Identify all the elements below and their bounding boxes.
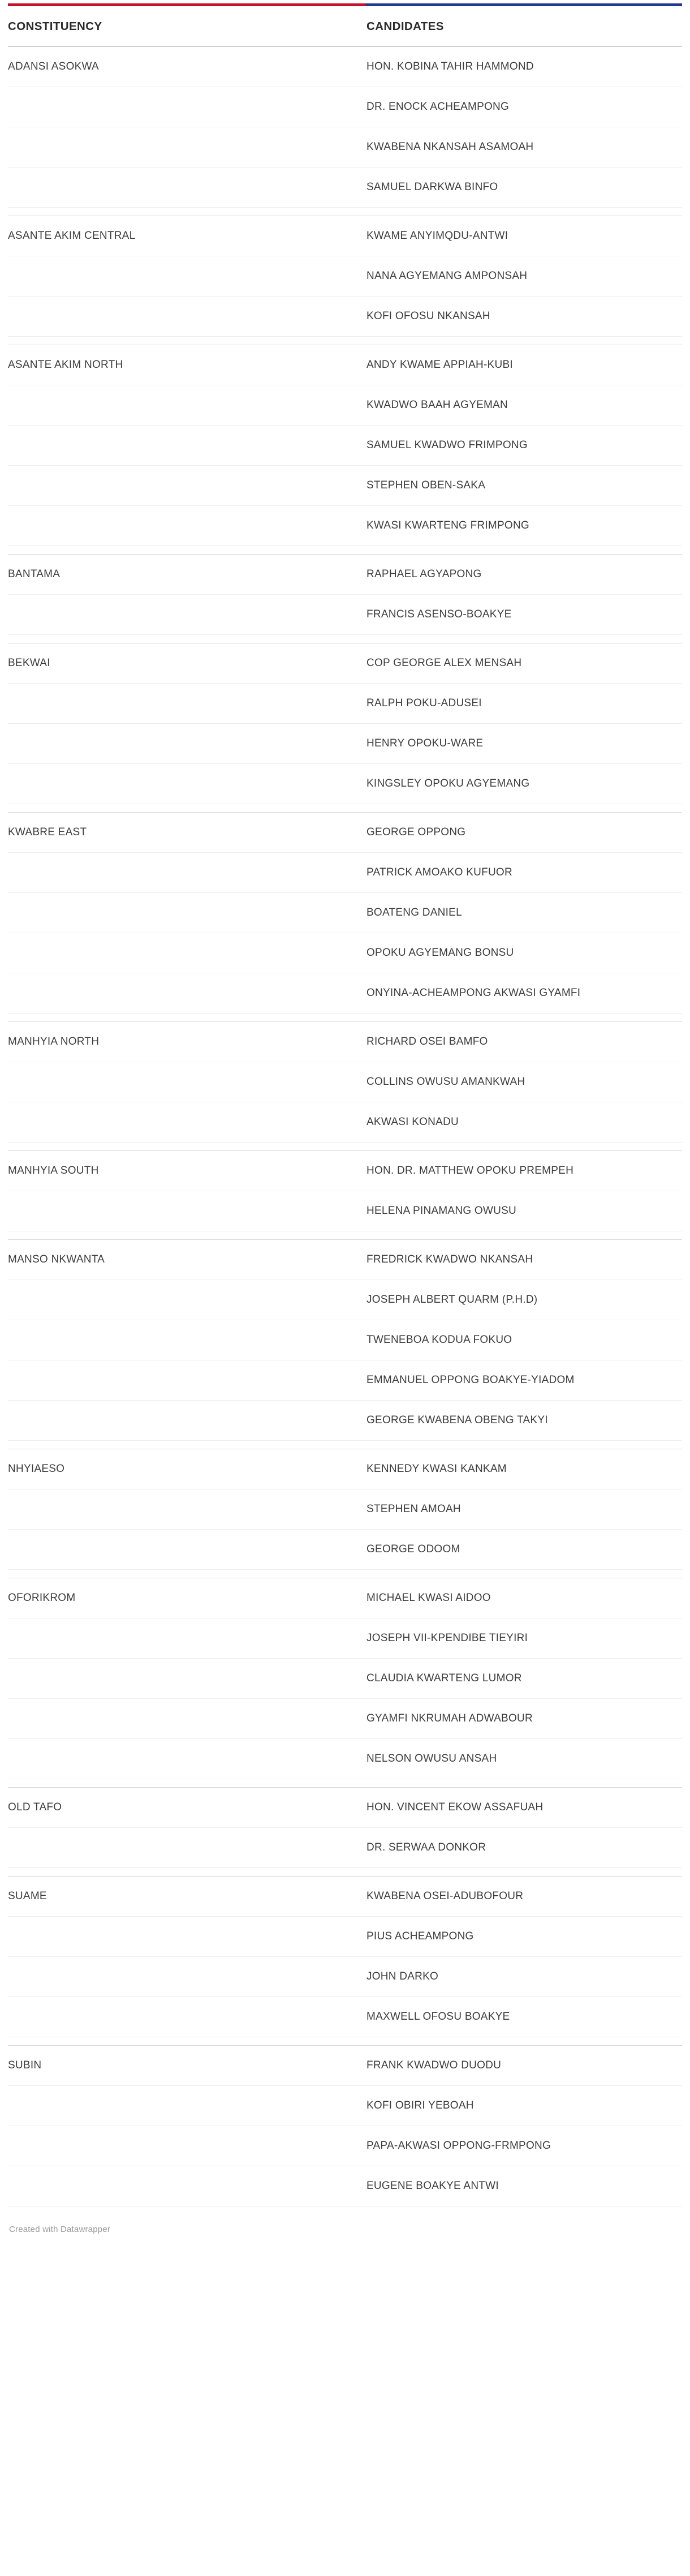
constituency-continuation (8, 2166, 365, 2206)
constituency-name: MANHYIA NORTH (8, 1022, 365, 1062)
candidate-name: KWABENA OSEI-ADUBOFOUR (365, 1877, 682, 1917)
candidate-name: JOSEPH VII-KPENDIBE TIEYIRI (365, 1618, 682, 1659)
table-row (8, 2046, 682, 2086)
candidate-name: SAMUEL DARKWA BINFO (365, 168, 682, 208)
constituency-continuation (8, 1618, 365, 1659)
table-row (8, 1699, 682, 1739)
candidate-name: KINGSLEY OPOKU AGYEMANG (365, 764, 682, 804)
constituency-continuation (8, 1102, 365, 1143)
candidate-name: AKWASI KONADU (365, 1102, 682, 1143)
accent-rule-red (8, 3, 365, 6)
constituency-name: OLD TAFO (8, 1788, 365, 1828)
constituency-continuation (8, 973, 365, 1014)
table-row (8, 46, 682, 87)
table-row (8, 1240, 682, 1280)
table-row (8, 1788, 682, 1828)
constituency-continuation (8, 2086, 365, 2126)
constituency-continuation (8, 466, 365, 506)
table-row (8, 1151, 682, 1191)
constituency-continuation (8, 853, 365, 893)
candidate-name: GEORGE ODOOM (365, 1530, 682, 1570)
footer-credit: Created with Datawrapper (9, 2225, 111, 2234)
candidate-name: ANDY KWAME APPIAH-KUBI (365, 345, 682, 385)
table-row (8, 595, 682, 635)
group-spacer (8, 1231, 682, 1240)
constituency-continuation (8, 893, 365, 933)
candidate-name: KOFI OFOSU NKANSAH (365, 297, 682, 337)
table-row (8, 1320, 682, 1360)
table-row (8, 216, 682, 256)
candidate-name: OPOKU AGYEMANG BONSU (365, 933, 682, 973)
table-row (8, 1489, 682, 1530)
group-spacer-cell (8, 1868, 682, 1877)
candidate-name: HELENA PINAMANG OWUSU (365, 1191, 682, 1231)
group-spacer (8, 1570, 682, 1578)
constituency-continuation (8, 1280, 365, 1320)
constituency-continuation (8, 684, 365, 724)
group-spacer (8, 1441, 682, 1449)
table-row (8, 1997, 682, 2037)
group-spacer-cell (8, 1014, 682, 1022)
candidate-name: COP GEORGE ALEX MENSAH (365, 643, 682, 684)
candidate-name: MAXWELL OFOSU BOAKYE (365, 1997, 682, 2037)
group-spacer (8, 1868, 682, 1877)
constituency-name: BANTAMA (8, 555, 365, 595)
table-row (8, 345, 682, 385)
table-head (8, 6, 682, 46)
table-row (8, 1280, 682, 1320)
group-spacer (8, 2037, 682, 2046)
group-spacer (8, 1143, 682, 1151)
candidate-name: NANA AGYEMANG AMPONSAH (365, 256, 682, 297)
group-spacer (8, 546, 682, 555)
table-header-row (8, 6, 682, 46)
table-row (8, 1917, 682, 1957)
group-spacer-cell (8, 635, 682, 643)
table-row (8, 893, 682, 933)
candidate-name: PIUS ACHEAMPONG (365, 1917, 682, 1957)
constituency-name: ASANTE AKIM NORTH (8, 345, 365, 385)
group-spacer (8, 337, 682, 345)
table-row (8, 466, 682, 506)
group-spacer-cell (8, 1570, 682, 1578)
candidate-name: TWENEBOA KODUA FOKUO (365, 1320, 682, 1360)
candidate-name: EUGENE BOAKYE ANTWI (365, 2166, 682, 2206)
candidate-name: RAPHAEL AGYAPONG (365, 555, 682, 595)
group-spacer-cell (8, 208, 682, 216)
table-row (8, 1618, 682, 1659)
table-row (8, 1102, 682, 1143)
constituency-continuation (8, 297, 365, 337)
constituency-continuation (8, 506, 365, 546)
table-row (8, 426, 682, 466)
table-row (8, 1578, 682, 1618)
candidate-name: HENRY OPOKU-WARE (365, 724, 682, 764)
candidate-name: KENNEDY KWASI KANKAM (365, 1449, 682, 1489)
constituency-continuation (8, 1530, 365, 1570)
constituency-continuation (8, 1699, 365, 1739)
group-spacer-cell (8, 1231, 682, 1240)
table-row (8, 1191, 682, 1231)
candidates-table (8, 6, 682, 2206)
table-row (8, 684, 682, 724)
table-row (8, 555, 682, 595)
table-row (8, 1449, 682, 1489)
constituency-name: ADANSI ASOKWA (8, 46, 365, 87)
constituency-name: SUAME (8, 1877, 365, 1917)
table-row (8, 1739, 682, 1779)
constituency-continuation (8, 764, 365, 804)
constituency-continuation (8, 426, 365, 466)
constituency-continuation (8, 724, 365, 764)
table-row (8, 1360, 682, 1401)
constituency-name: BEKWAI (8, 643, 365, 684)
candidate-name: KWASI KWARTENG FRIMPONG (365, 506, 682, 546)
constituency-name: KWABRE EAST (8, 813, 365, 853)
candidate-name: COLLINS OWUSU AMANKWAH (365, 1062, 682, 1102)
table-row (8, 853, 682, 893)
constituency-continuation (8, 256, 365, 297)
candidate-name: MICHAEL KWASI AIDOO (365, 1578, 682, 1618)
table-row (8, 1401, 682, 1441)
constituency-continuation (8, 168, 365, 208)
table-body (8, 46, 682, 2206)
group-spacer-cell (8, 1441, 682, 1449)
candidate-name: SAMUEL KWADWO FRIMPONG (365, 426, 682, 466)
table-row (8, 1022, 682, 1062)
table-row (8, 1530, 682, 1570)
candidate-name: FRANCIS ASENSO-BOAKYE (365, 595, 682, 635)
constituency-continuation (8, 595, 365, 635)
candidate-name: STEPHEN AMOAH (365, 1489, 682, 1530)
constituency-continuation (8, 1957, 365, 1997)
constituency-continuation (8, 127, 365, 168)
table-row (8, 1659, 682, 1699)
constituency-continuation (8, 1739, 365, 1779)
constituency-continuation (8, 1401, 365, 1441)
candidate-name: CLAUDIA KWARTENG LUMOR (365, 1659, 682, 1699)
table-row (8, 1957, 682, 1997)
table-row (8, 2126, 682, 2166)
constituency-continuation (8, 1828, 365, 1868)
candidate-name: PATRICK AMOAKO KUFUOR (365, 853, 682, 893)
candidate-name: HON. DR. MATTHEW OPOKU PREMPEH (365, 1151, 682, 1191)
constituency-name: MANSO NKWANTA (8, 1240, 365, 1280)
constituency-continuation (8, 1320, 365, 1360)
candidate-name: GEORGE OPPONG (365, 813, 682, 853)
group-spacer-cell (8, 1779, 682, 1788)
group-spacer (8, 635, 682, 643)
candidate-name: JOSEPH ALBERT QUARM (P.H.D) (365, 1280, 682, 1320)
candidate-name: EMMANUEL OPPONG BOAKYE-YIADOM (365, 1360, 682, 1401)
constituency-continuation (8, 1659, 365, 1699)
candidate-name: JOHN DARKO (365, 1957, 682, 1997)
candidate-name: RALPH POKU-ADUSEI (365, 684, 682, 724)
candidate-name: FREDRICK KWADWO NKANSAH (365, 1240, 682, 1280)
candidate-name: PAPA-AKWASI OPPONG-FRMPONG (365, 2126, 682, 2166)
constituency-continuation (8, 1191, 365, 1231)
constituency-name: ASANTE AKIM CENTRAL (8, 216, 365, 256)
table-row (8, 973, 682, 1014)
candidate-name: GYAMFI NKRUMAH ADWABOUR (365, 1699, 682, 1739)
table-row (8, 764, 682, 804)
table-row (8, 2086, 682, 2126)
column-header-candidates: CANDIDATES (365, 6, 682, 46)
candidate-name: GEORGE KWABENA OBENG TAKYI (365, 1401, 682, 1441)
constituency-continuation (8, 1360, 365, 1401)
table-row (8, 2166, 682, 2206)
candidate-name: FRANK KWADWO DUODU (365, 2046, 682, 2086)
table-row (8, 127, 682, 168)
table-row (8, 813, 682, 853)
group-spacer (8, 1779, 682, 1788)
table-row (8, 256, 682, 297)
group-spacer-cell (8, 337, 682, 345)
group-spacer-cell (8, 1143, 682, 1151)
constituency-continuation (8, 385, 365, 426)
table-row (8, 724, 682, 764)
constituency-continuation (8, 1997, 365, 2037)
candidate-name: KWADWO BAAH AGYEMAN (365, 385, 682, 426)
constituency-continuation (8, 1489, 365, 1530)
group-spacer-cell (8, 2037, 682, 2046)
candidate-name: DR. SERWAA DONKOR (365, 1828, 682, 1868)
table-row (8, 385, 682, 426)
constituency-continuation (8, 2126, 365, 2166)
candidate-name: KWABENA NKANSAH ASAMOAH (365, 127, 682, 168)
table-row (8, 933, 682, 973)
table-row (8, 87, 682, 127)
constituency-name: MANHYIA SOUTH (8, 1151, 365, 1191)
table-row (8, 1828, 682, 1868)
candidate-name: NELSON OWUSU ANSAH (365, 1739, 682, 1779)
candidate-name: HON. VINCENT EKOW ASSAFUAH (365, 1788, 682, 1828)
candidate-name: RICHARD OSEI BAMFO (365, 1022, 682, 1062)
candidate-name: STEPHEN OBEN-SAKA (365, 466, 682, 506)
constituency-continuation (8, 933, 365, 973)
accent-rule-blue (365, 3, 682, 6)
table-row (8, 1877, 682, 1917)
table-page (0, 3, 690, 2243)
group-spacer-cell (8, 546, 682, 555)
table-row (8, 643, 682, 684)
group-spacer (8, 1014, 682, 1022)
table-row (8, 506, 682, 546)
candidate-name: DR. ENOCK ACHEAMPONG (365, 87, 682, 127)
table-row (8, 168, 682, 208)
column-header-constituency: CONSTITUENCY (8, 6, 365, 46)
group-spacer (8, 804, 682, 813)
candidate-name: KWAME ANYIMQDU-ANTWI (365, 216, 682, 256)
constituency-continuation (8, 1062, 365, 1102)
constituency-continuation (8, 87, 365, 127)
table-row (8, 297, 682, 337)
candidate-name: KOFI OBIRI YEBOAH (365, 2086, 682, 2126)
top-accent-rules (8, 3, 682, 6)
candidate-name: HON. KOBINA TAHIR HAMMOND (365, 46, 682, 87)
constituency-name: SUBIN (8, 2046, 365, 2086)
constituency-continuation (8, 1917, 365, 1957)
table-row (8, 1062, 682, 1102)
group-spacer-cell (8, 804, 682, 813)
constituency-name: OFORIKROM (8, 1578, 365, 1618)
candidate-name: ONYINA-ACHEAMPONG AKWASI GYAMFI (365, 973, 682, 1014)
candidate-name: BOATENG DANIEL (365, 893, 682, 933)
constituency-name: NHYIAESO (8, 1449, 365, 1489)
group-spacer (8, 208, 682, 216)
